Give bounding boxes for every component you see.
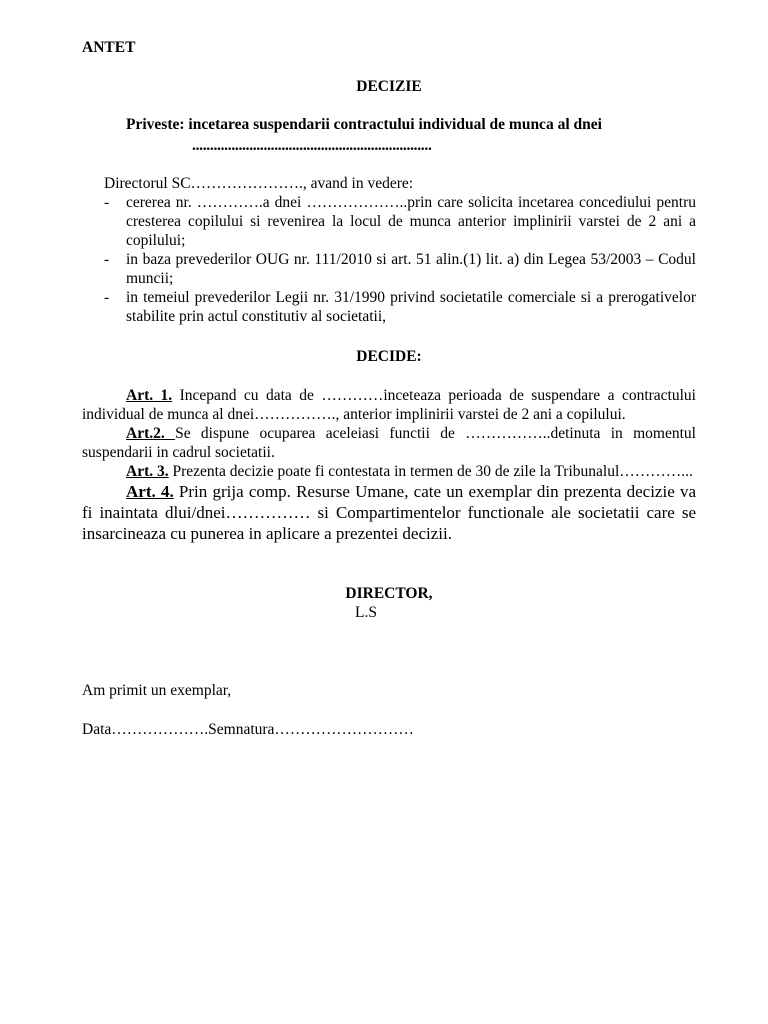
subject-placeholder-dots: ................................................................... [192, 137, 432, 154]
list-item: - in temeiul prevederilor Legii nr. 31/1990 privind societatile comerciale si a prerogativelor stabilite prin actul constitutiv al societatii, [104, 289, 696, 325]
articles-section [82, 386, 696, 544]
article-1 [82, 386, 696, 424]
article-label: Art. 3. [126, 463, 169, 480]
header-antet: ANTET [82, 39, 136, 56]
document-title: DECIZIE [356, 78, 422, 95]
document-subject: Priveste: incetarea suspendarii contractului individual de munca al dnei [126, 116, 602, 133]
article-4 [82, 481, 696, 544]
article-label: Art.2. [126, 425, 176, 442]
decide-heading: DECIDE: [356, 348, 422, 365]
article-text: Incepand cu data de …………inceteaza perioada de suspendare a contractului individual de munca al dnei……………., anterior implinirii varstei de 2 ani a copilului. [82, 387, 696, 423]
seal-label: L.S [355, 604, 377, 621]
bullet-dash: - [104, 289, 110, 306]
signature-title: DIRECTOR, [345, 585, 433, 602]
list-item: - cererea nr. ………….a dnei ………………..prin care solicita incetarea concediului pentru cresterea copilului si revenirea la locul de munca anterior implinirii varstei de 2 ani a copilului; [104, 194, 696, 249]
article-text: Se dispune ocuparea aceleiasi functii de ……………..detinuta in momentul suspendarii in cadrul societatii. [82, 425, 696, 461]
article-label: Art. 4. [126, 482, 174, 501]
article-2 [82, 424, 696, 462]
bullet-dash: - [104, 251, 110, 268]
article-text: Prezenta decizie poate fi contestata in termen de 30 de zile la Tribunalul…………... [168, 463, 693, 480]
considerations-list [82, 193, 696, 326]
director-intro-line: Directorul SC…………………., avand in vedere: [104, 175, 414, 192]
article-text: Prin grija comp. Resurse Umane, cate un exemplar din prezenta decizie va fi inaintata dlui/dnei…………… si Compartimentelor functionale ale societatii care se insarcineaza cu punerea in aplicare a prezentei decizii. [82, 482, 696, 543]
article-3 [82, 462, 696, 481]
bullet-dash: - [104, 194, 110, 211]
date-signature-line: Data……………….Semnatura……………………… [82, 721, 414, 738]
received-copy-line: Am primit un exemplar, [82, 682, 232, 699]
document-page [82, 0, 696, 1024]
article-label: Art. 1. [126, 387, 173, 404]
list-item: - in baza prevederilor OUG nr. 111/2010 si art. 51 alin.(1) lit. a) din Legea 53/2003 – Codul muncii; [104, 251, 696, 287]
